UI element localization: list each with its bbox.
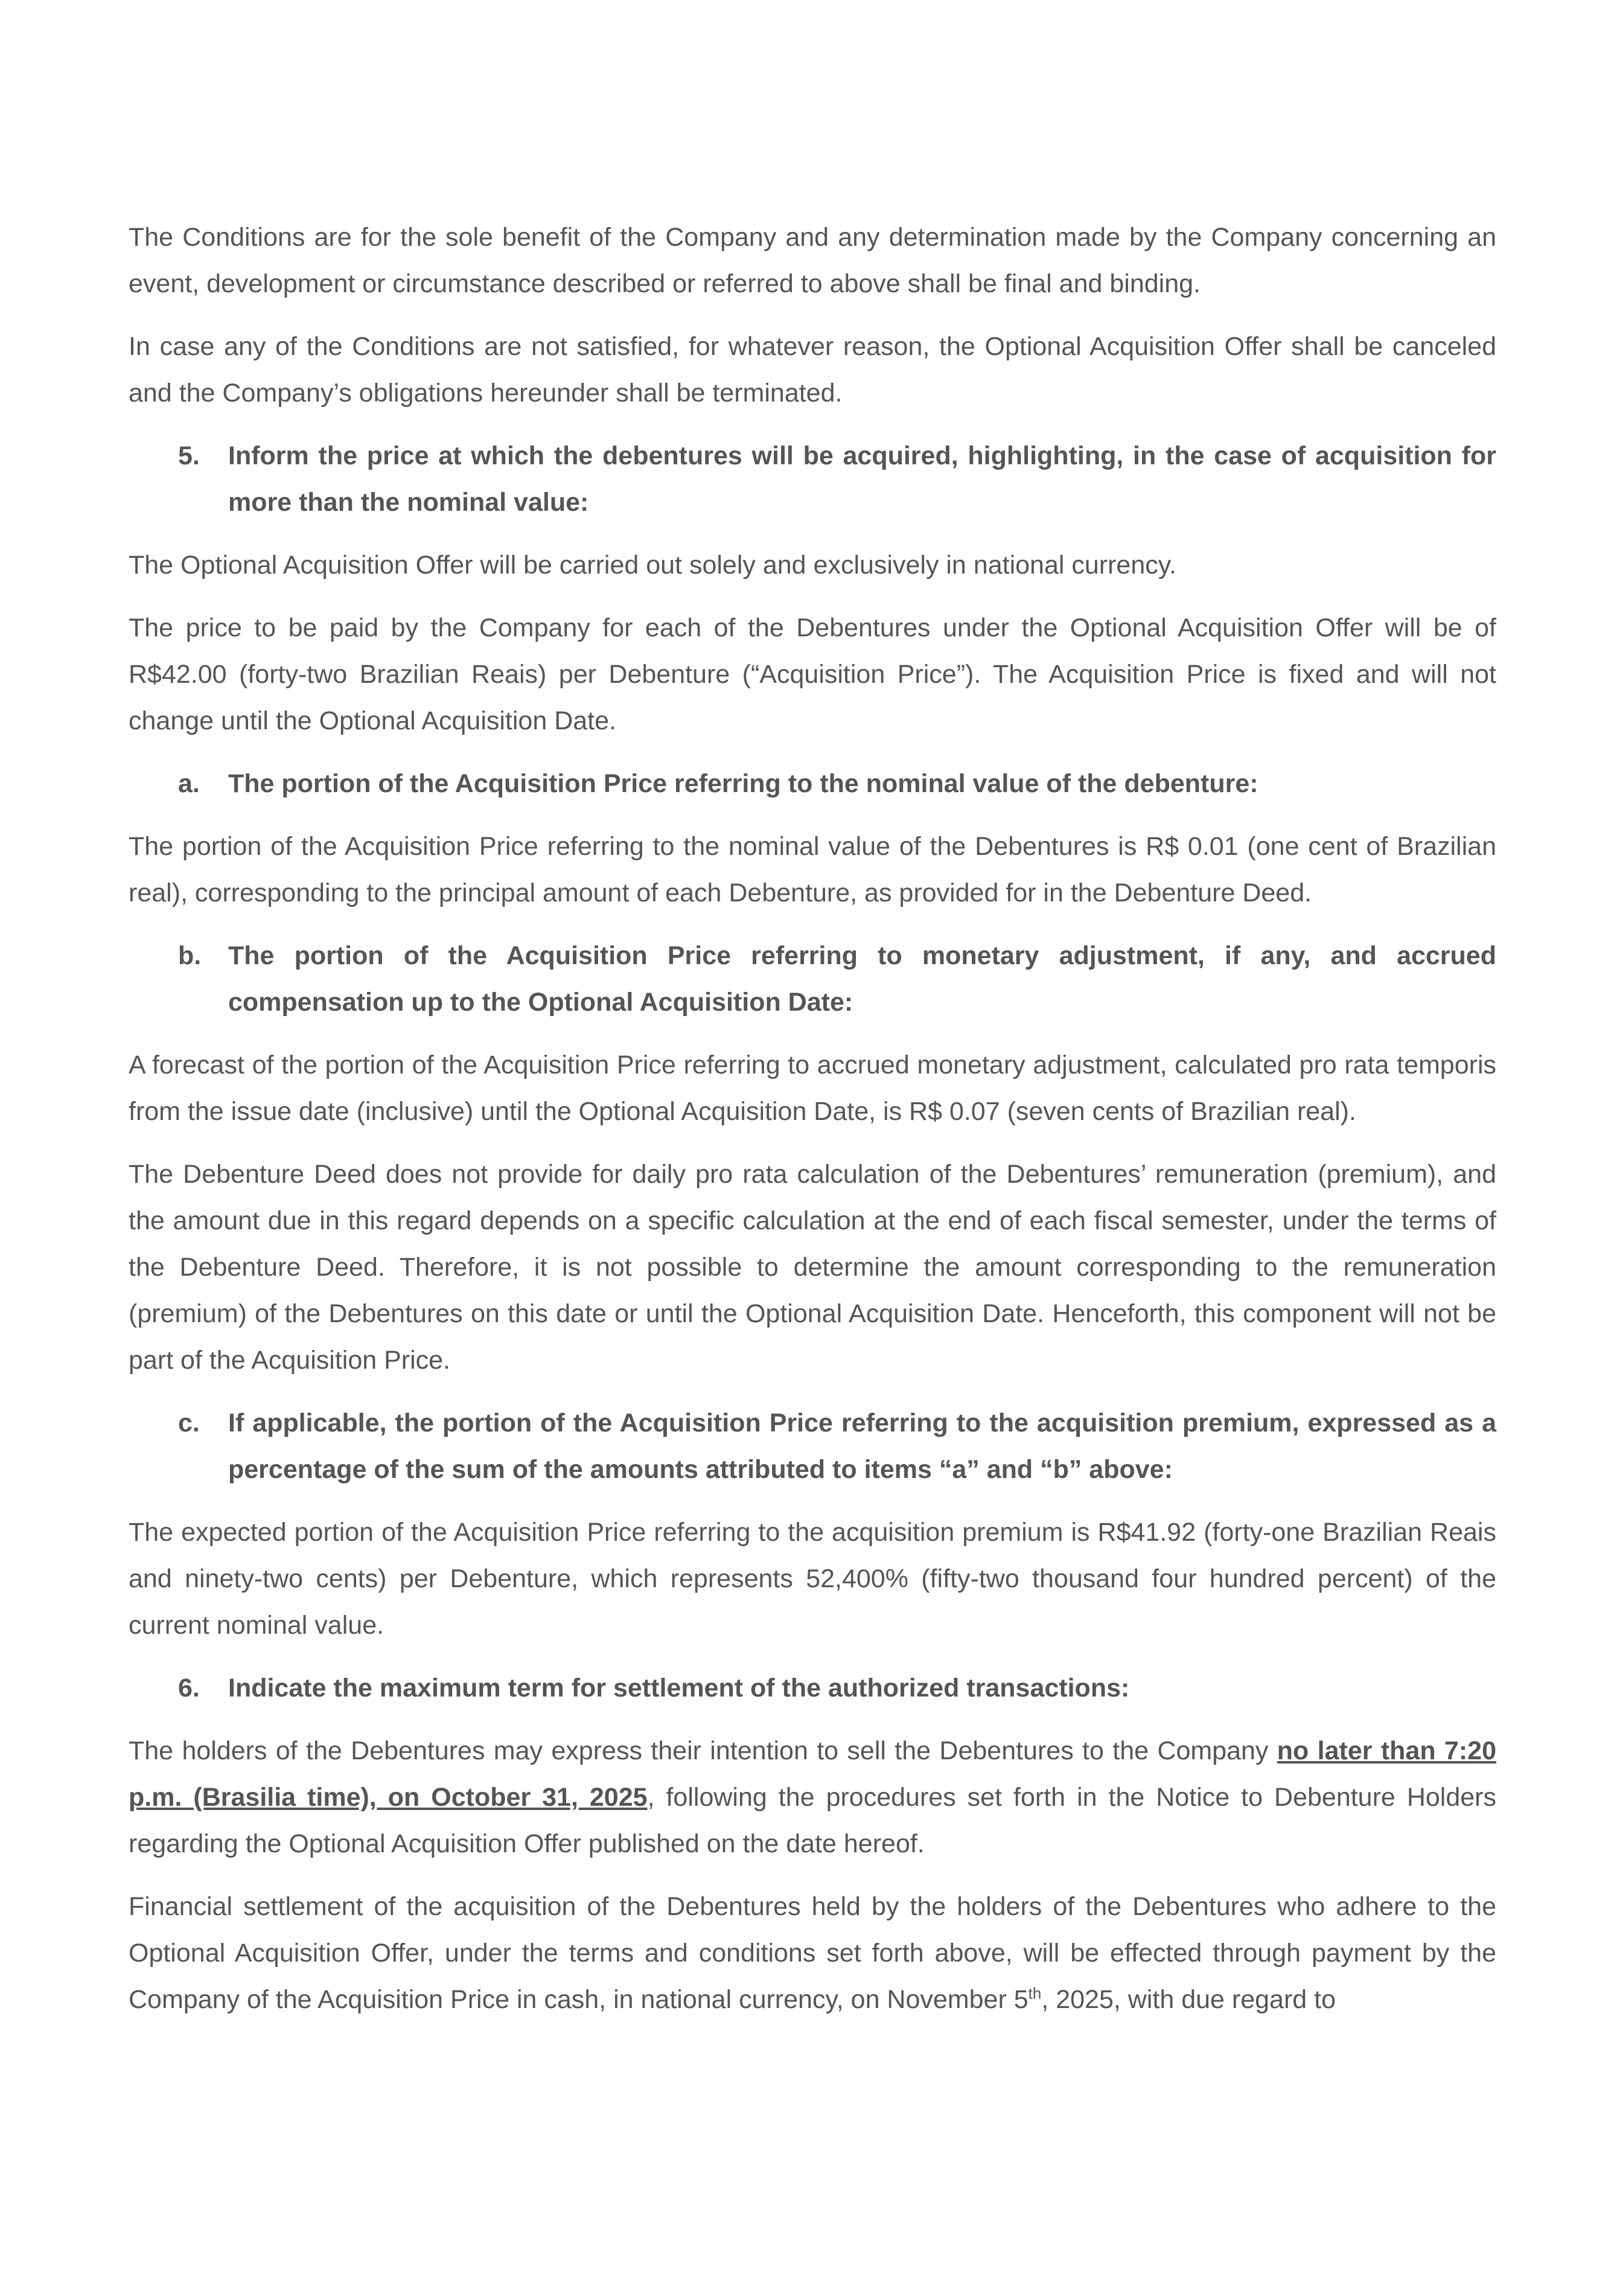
subsection-title: The portion of the Acquisition Price referring to the nominal value of the debenture:	[228, 769, 1258, 798]
subsection-letter: b.	[178, 941, 202, 970]
subsection-title: If applicable, the portion of the Acquisition Price referring to the acquisition premium, expressed as a percentage of the sum of the amounts attributed to items “a” and “b” above:	[228, 1409, 1496, 1484]
section-title: Indicate the maximum term for settlement of the authorized transactions:	[228, 1674, 1130, 1703]
subsection-heading-c	[129, 1400, 1496, 1493]
paragraph-deadline	[129, 1728, 1496, 1867]
paragraph-conditions-not-satisfied: In case any of the Conditions are not satisfied, for whatever reason, the Optional Acquisition Offer shall be canceled and the Company’s obligations hereunder shall be terminated.	[129, 332, 1496, 408]
subsection-letter: a.	[178, 769, 200, 798]
deadline-highlight: no later than 7:20 p.m. (Brasilia time), on October 31, 2025	[129, 1736, 1496, 1812]
settlement-text-after: , 2025, with due regard to	[1041, 1985, 1336, 2014]
section-heading-6	[129, 1665, 1496, 1712]
subsection-title: The portion of the Acquisition Price referring to monetary adjustment, if any, and accrued compensation up to the Optional Acquisition Date:	[228, 941, 1496, 1017]
document-page	[129, 214, 1496, 2039]
subsection-letter: c.	[178, 1409, 200, 1437]
paragraph-nominal-value: The portion of the Acquisition Price referring to the nominal value of the Debentures is R$ 0.01 (one cent of Brazilian real), corresponding to the principal amount of each Debenture, as provided for in the Debenture Deed.	[129, 832, 1496, 907]
deadline-text-after: , following the procedures set forth in the Notice to Debenture Holders regarding the Optional Acquisition Offer published on the date hereof.	[129, 1783, 1496, 1858]
ordinal-suffix: th	[1028, 1984, 1042, 2003]
paragraph-monetary-adjustment: A forecast of the portion of the Acquisition Price referring to accrued monetary adjustment, calculated pro rata temporis from the issue date (inclusive) until the Optional Acquisition Date, is R$ 0.07 (seven cents of Brazilian real).	[129, 1050, 1496, 1126]
subsection-heading-b	[129, 933, 1496, 1026]
paragraph-acquisition-price: The price to be paid by the Company for each of the Debentures under the Optional Acquisition Offer will be of R$42.00 (forty-two Brazilian Reais) per Debenture (“Acquisition Price”). The Acquisition Price is fixed and will not change until the Optional Acquisition Date.	[129, 613, 1496, 735]
section-title: Inform the price at which the debentures will be acquired, highlighting, in the case of acquisition for more than the nominal value:	[228, 441, 1496, 517]
paragraph-acquisition-premium: The expected portion of the Acquisition Price referring to the acquisition premium is R$41.92 (forty-one Brazilian Reais and ninety-two cents) per Debenture, which represents 52,400% (fifty-two thousand four hundred percent) of the current nominal value.	[129, 1518, 1496, 1640]
section-heading-5	[129, 433, 1496, 526]
section-number: 5.	[178, 441, 200, 470]
settlement-text-before: Financial settlement of the acquisition of the Debentures held by the holders of the Debentures who adhere to the Optional Acquisition Offer, under the terms and conditions set forth above, will be effected through payment by the Company of the Acquisition Price in cash, in national currency, on November 5	[129, 1892, 1496, 2014]
paragraph-conditions-benefit: The Conditions are for the sole benefit of the Company and any determination made by the Company concerning an event, development or circumstance described or referred to above shall be final and binding.	[129, 223, 1496, 298]
section-number: 6.	[178, 1674, 200, 1703]
deadline-text-before: The holders of the Debentures may express their intention to sell the Debentures to the Company	[129, 1736, 1277, 1765]
paragraph-national-currency: The Optional Acquisition Offer will be carried out solely and exclusively in national currency.	[129, 551, 1176, 580]
paragraph-remuneration: The Debenture Deed does not provide for daily pro rata calculation of the Debentures’ remuneration (premium), and the amount due in this regard depends on a specific calculation at the end of each fiscal semester, under the terms of the Debenture Deed. Therefore, it is not possible to determine the amount corresponding to the remuneration (premium) of the Debentures on this date or until the Optional Acquisition Date. Henceforth, this component will not be part of the Acquisition Price.	[129, 1160, 1496, 1375]
paragraph-financial-settlement	[129, 1884, 1496, 2023]
subsection-heading-a	[129, 761, 1496, 807]
